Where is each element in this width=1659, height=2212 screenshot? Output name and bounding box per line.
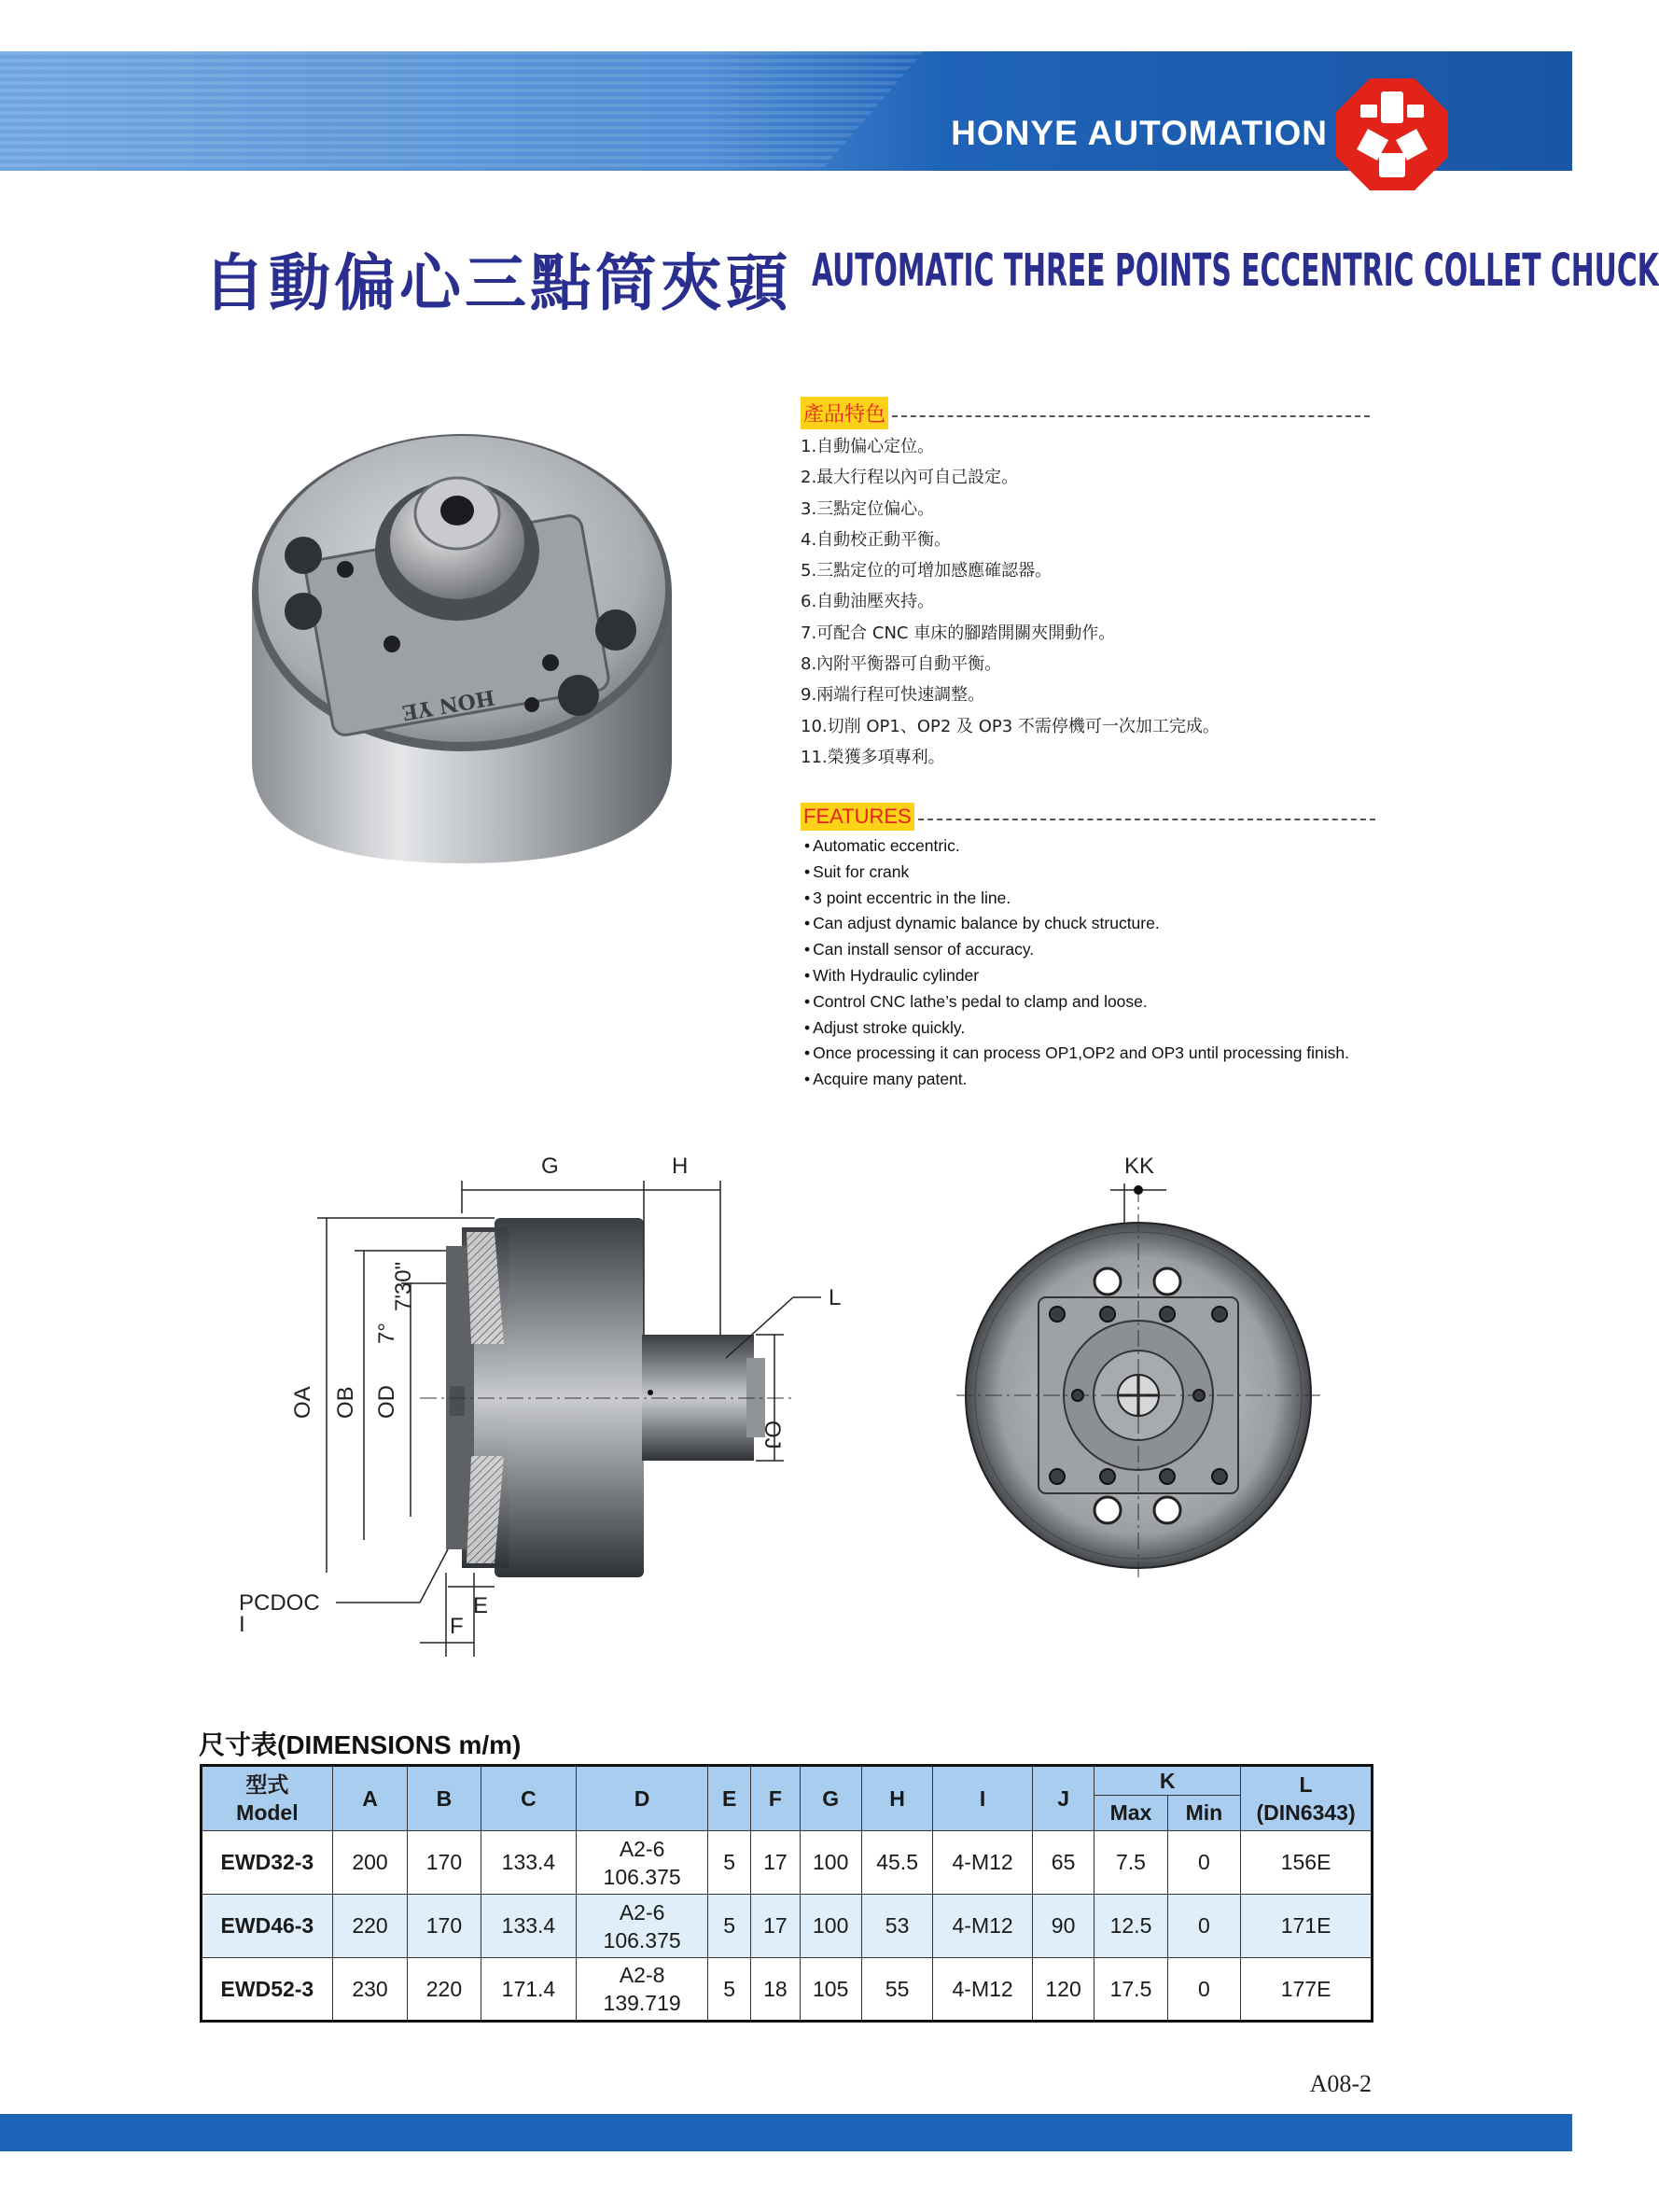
header-k-max: Max xyxy=(1094,1796,1167,1831)
list-item: • Can adjust dynamic balance by chuck structure. xyxy=(804,911,1349,937)
header-h: H xyxy=(861,1766,932,1831)
title-zh: 自動偏心三點筒夾頭 xyxy=(203,246,791,319)
header-k: K xyxy=(1094,1766,1241,1796)
cell-e: 5 xyxy=(708,1958,751,2022)
cell-g: 100 xyxy=(800,1831,861,1895)
header-e: E xyxy=(708,1766,751,1831)
label-angle-2: 7'30" xyxy=(391,1261,416,1311)
label-pcd-2: I xyxy=(239,1612,245,1637)
list-item: 5.三點定位的可增加感應確認器。 xyxy=(801,561,1053,581)
list-item: 2.最大行程以內可自己設定。 xyxy=(801,468,1019,488)
cell-b: 170 xyxy=(408,1831,481,1895)
cell-model: EWD46-3 xyxy=(202,1895,333,1958)
header-g: G xyxy=(800,1766,861,1831)
cell-h: 45.5 xyxy=(861,1831,932,1895)
dimensions-title: 尺寸表(DIMENSIONS m/m) xyxy=(199,1730,522,1759)
cell-l: 171E xyxy=(1241,1895,1373,1958)
header-f: F xyxy=(751,1766,800,1831)
cell-g: 105 xyxy=(800,1958,861,2022)
cell-a: 230 xyxy=(332,1958,407,2022)
table-row xyxy=(202,1831,1373,1895)
cell-d-line2: 106.375 xyxy=(603,1864,681,1889)
footer-band xyxy=(0,2114,1572,2151)
label-pcd-1: PCDOC xyxy=(239,1590,320,1616)
cell-f: 17 xyxy=(751,1831,800,1895)
cell-d xyxy=(577,1895,708,1958)
cell-e: 5 xyxy=(708,1895,751,1958)
cell-k-min: 0 xyxy=(1167,1831,1240,1895)
cell-i: 4-M12 xyxy=(933,1958,1033,2022)
cell-f: 17 xyxy=(751,1895,800,1958)
cell-i: 4-M12 xyxy=(933,1831,1033,1895)
cell-a: 220 xyxy=(332,1895,407,1958)
cell-e: 5 xyxy=(708,1831,751,1895)
cell-c: 171.4 xyxy=(481,1958,577,2022)
label-oj: OJ xyxy=(760,1421,785,1449)
honye-logo-icon xyxy=(1332,75,1452,194)
header-a: A xyxy=(332,1766,407,1831)
cell-b: 170 xyxy=(408,1895,481,1958)
cell-d-line1: A2-8 xyxy=(619,1963,665,1987)
list-item: 3.三點定位偏心。 xyxy=(801,498,935,519)
header-d: D xyxy=(577,1766,708,1831)
features-en-list xyxy=(804,833,1349,1093)
cell-k-min: 0 xyxy=(1167,1895,1240,1958)
dashed-divider xyxy=(892,415,1370,417)
list-item: 7.可配合 CNC 車床的腳踏開關夾開動作。 xyxy=(801,623,1116,643)
cell-l: 156E xyxy=(1241,1831,1373,1895)
header-c: C xyxy=(481,1766,577,1831)
list-item: 9.兩端行程可快速調整。 xyxy=(801,685,985,706)
cell-l: 177E xyxy=(1241,1958,1373,2022)
title-en: AUTOMATIC THREE POINTS ECCENTRIC COLLET CHUCK xyxy=(812,245,1659,297)
label-oa: OA xyxy=(290,1386,315,1419)
list-item: 11.榮獲多項專利。 xyxy=(801,747,945,767)
list-item: • Automatic eccentric. xyxy=(804,833,1349,860)
features-en-tag: FEATURES xyxy=(801,803,914,831)
cell-d-line1: A2-6 xyxy=(619,1899,665,1925)
front-view-drawing xyxy=(947,1148,1330,1587)
cell-j: 65 xyxy=(1032,1831,1094,1895)
label-g: G xyxy=(541,1154,559,1179)
cell-d-line2: 139.719 xyxy=(603,1991,681,2015)
list-item: 1.自動偏心定位。 xyxy=(801,437,935,456)
cell-d xyxy=(577,1958,708,2022)
cell-g: 100 xyxy=(800,1895,861,1958)
cell-f: 18 xyxy=(751,1958,800,2022)
features-zh-tag: 產品特色 xyxy=(801,397,888,429)
dashed-divider xyxy=(918,819,1375,820)
cell-model: EWD32-3 xyxy=(202,1831,333,1895)
cell-k-max: 17.5 xyxy=(1094,1958,1167,2022)
dimensions-table xyxy=(200,1764,1373,2023)
side-view-drawing xyxy=(233,1148,868,1671)
cell-b: 220 xyxy=(408,1958,481,2022)
label-angle-1: 7° xyxy=(374,1323,399,1344)
label-ob: OB xyxy=(333,1386,358,1419)
header-model xyxy=(202,1766,333,1831)
cell-d-line2: 106.375 xyxy=(603,1927,681,1953)
label-h: H xyxy=(672,1154,689,1179)
cell-d xyxy=(577,1831,708,1895)
features-en-heading xyxy=(801,803,1375,831)
cell-h: 53 xyxy=(861,1895,932,1958)
cell-j: 90 xyxy=(1032,1895,1094,1958)
header-model-en: Model xyxy=(236,1800,299,1825)
header-model-zh: 型式 xyxy=(245,1772,289,1797)
label-l: L xyxy=(829,1285,842,1310)
header-l-sub: (DIN6343) xyxy=(1256,1800,1356,1825)
list-item: • Control CNC lathe’s pedal to clamp and loose. xyxy=(804,989,1349,1015)
cell-c: 133.4 xyxy=(481,1831,577,1895)
label-od: OD xyxy=(374,1385,399,1419)
table-row xyxy=(202,1958,1373,2022)
label-e: E xyxy=(473,1593,489,1618)
label-f: F xyxy=(450,1614,464,1639)
list-item: • Can install sensor of accuracy. xyxy=(804,937,1349,963)
header-l-label: L xyxy=(1299,1772,1313,1797)
cell-i: 4-M12 xyxy=(933,1895,1033,1958)
header-j: J xyxy=(1032,1766,1094,1831)
cell-c: 133.4 xyxy=(481,1895,577,1958)
product-photo xyxy=(224,425,709,910)
cell-k-max: 7.5 xyxy=(1094,1831,1167,1895)
list-item: • 3 point eccentric in the line. xyxy=(804,886,1349,912)
brand-name: HONYE AUTOMATION xyxy=(951,114,1328,152)
list-item: • With Hydraulic cylinder xyxy=(804,963,1349,989)
list-item: 4.自動校正動平衡。 xyxy=(801,529,952,550)
cell-a: 200 xyxy=(332,1831,407,1895)
cell-j: 120 xyxy=(1032,1958,1094,2022)
header-k-min: Min xyxy=(1167,1796,1240,1831)
header-b: B xyxy=(408,1766,481,1831)
header-l xyxy=(1241,1766,1373,1831)
cell-k-min: 0 xyxy=(1167,1958,1240,2022)
list-item: 8.內附平衡器可自動平衡。 xyxy=(801,654,1002,675)
table-row xyxy=(202,1895,1373,1958)
features-zh-list xyxy=(801,431,1220,773)
cell-model: EWD52-3 xyxy=(202,1958,333,2022)
photo-engraving: HON YE xyxy=(399,684,497,725)
header-i: I xyxy=(933,1766,1033,1831)
list-item: • Acquire many patent. xyxy=(804,1067,1349,1093)
cell-h: 55 xyxy=(861,1958,932,2022)
cell-d-line1: A2-6 xyxy=(619,1836,665,1861)
list-item: • Adjust stroke quickly. xyxy=(804,1015,1349,1042)
list-item: • Once processing it can process OP1,OP2 and OP3 until processing finish. xyxy=(804,1041,1349,1067)
page-number: A08-2 xyxy=(1309,2070,1372,2097)
features-zh-heading xyxy=(801,397,1370,429)
label-kk: KK xyxy=(1124,1154,1155,1179)
cell-k-max: 12.5 xyxy=(1094,1895,1167,1958)
list-item: 6.自動油壓夾持。 xyxy=(801,592,935,612)
list-item: 10.切削 OP1、OP2 及 OP3 不需停機可一次加工完成。 xyxy=(801,716,1220,736)
list-item: • Suit for crank xyxy=(804,860,1349,886)
